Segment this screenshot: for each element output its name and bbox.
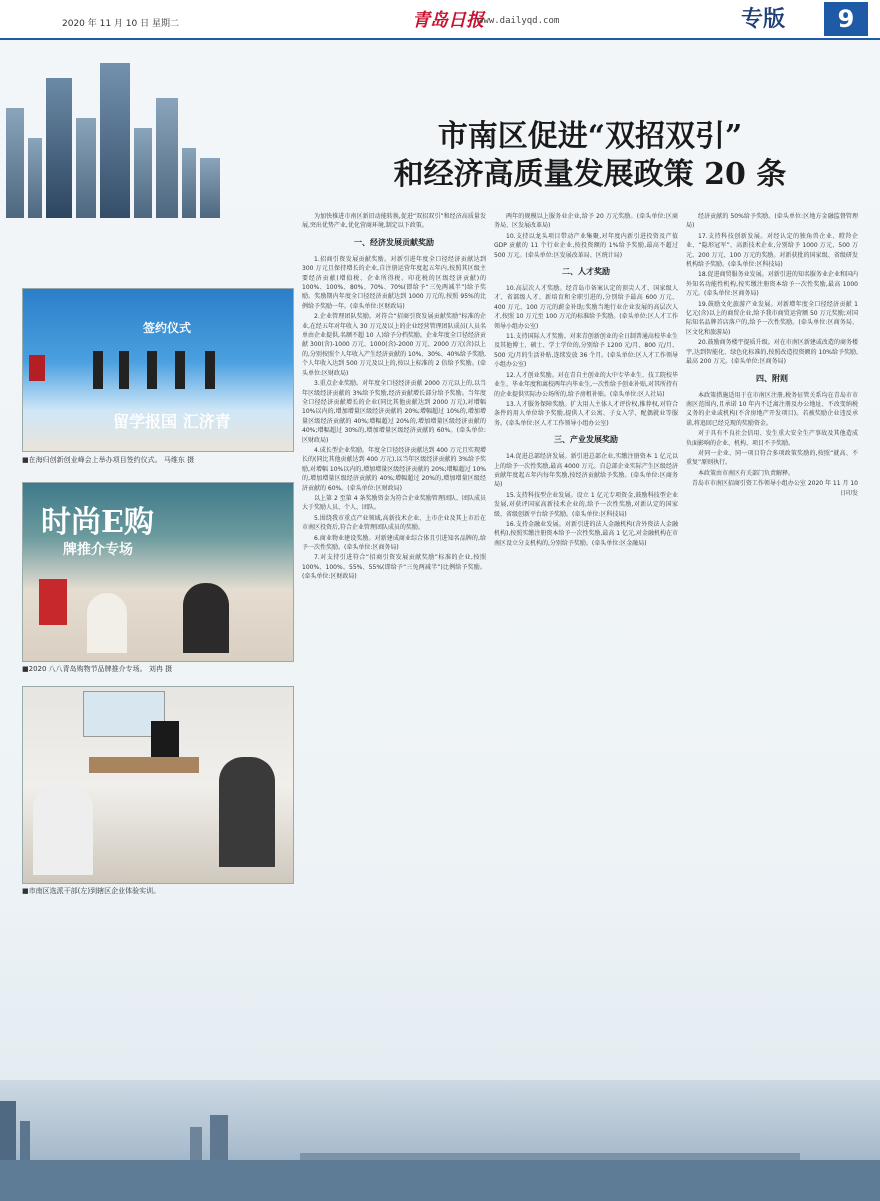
city-skyline-illustration [0,48,240,218]
section-heading-3: 三、产业发展奖励 [554,435,618,445]
headline-line-1: 市南区促进“双招双引” [437,119,743,154]
article-column-3 [686,212,858,1102]
policy-paragraph: 16.支持金融业发展。对新引进的法人金融机构(含外资法人金融机构),按照实缴注册资本给予一次性奖励,最高 1 亿元,对金融机构在市南区设立分支机构的,分别给予奖励。(牵头单位:区金融局) [494,520,678,547]
article-column-1 [302,212,486,1132]
policy-paragraph: 10.支持以龙头项目带动产业集聚,对年度内新引进投资及产值 GDP 贡献的 11 个行业企业,按投资额的 1%给予奖励,最高不超过 500 万元。(牵头单位:区发展改革局、区统计局) [494,232,678,259]
policy-paragraph: 11.支持国际人才奖励。对来青创新创业的全日制普通高校毕业生及其他博士、硕士、学士学位的,分别给予 1200 元/月、800 元/月、500 元/月的生活补贴,连续发放 36 个月。(牵头单位:区人才工作领导小组办公室) [494,333,678,369]
photo-signing-ceremony [22,288,294,452]
policy-paragraph: 5.围绕我市重点产业领域,高新技术企业、上市企业及其上市后在市南区投资后,符合企业管理团队成员的奖励。 [302,514,486,532]
policy-paragraph: 20.鼓励商务楼宇提质升级。对在市南区新建或改造的商务楼宇,达到智能化、绿色化标准的,按照改造投资额的 10%给予奖励,最高 200 万元。(牵头单位:区商务局) [686,339,858,366]
stage-banner-text: 留学报国 汇济青 [113,412,231,431]
policy-paragraph: 本政策措施适用于在市南区注册,税务征管关系均在青岛市市南区范围内,且承诺 10 年内不迁离注册及办公地址、不改变纳税义务的企业或机构(不含房地产开发项目)。若被奖励企业违反承诺,将追回已经兑现的奖励资金。 [686,391,858,427]
article-column-2 [494,212,678,1142]
section-heading-1: 一、经济发展贡献奖励 [354,237,434,247]
policy-paragraph: 对于具有不良社会信用、发生重大安全生产事故及其他造成负面影响的企业、机构、项目不予奖励。 [686,430,858,447]
photo-enterprise-visit [22,686,294,884]
policy-paragraph: 经济贡献的 50%给予奖励。(牵头单位:区地方金融监督管理局) [686,213,858,230]
policy-paragraph: 2.企业管理团队奖励。对符合“招商引资发展贡献奖励”标准的企业,在经五年对年收入 30 万元及以上的企业经营管理团队成员(人员名单由企业提供,名额不超 10 人)给予分档奖励。企业年度全口径经济贡献 300(含)-1000 万元、1000(含)-2000 万元、2000 万元(含)以上的,分别按照个人年收入产生经济贡献的 10%、30%、40%给予奖励,个人年收入达到 500 万元及以上的,按以上标准的 2 倍给予奖励。(牵头单位:区财政局) [302,313,486,377]
policy-paragraph: 3.重点企业奖励。对年度全口径经济贡献 2000 万元以上的,以当年区级经济贡献的 3%给予奖励,经济贡献增长部分给予奖励。当年度全口径经济贡献增长的企业(同比其他贡献达到 2000 万元),对增幅 10%以内的,增加增量区级经济贡献的 20%;增幅超过 10%的,增加增量区级经济贡献的 40%;增幅超过 20%的,增加增量区级经济贡献的 40%;增幅超过 30%的,增加增量区级经济贡献的 60%。(牵头单位:区财政局) [302,380,486,444]
sea-water [0,1160,880,1201]
policy-paragraph: 6.商业物业建设奖励。对新建成商业综合体且引进知名品牌的,给予一次性奖励。(牵头单位:区商务局) [302,534,486,551]
page-number: 9 [824,2,868,36]
policy-paragraph: 10.高层次人才奖励。经青岛市备案认定的顶尖人才、国家级人才、省部级人才、新培育和全职引进的,分别给予最高 600 万元、400 万元、100 万元的薪金补助;奖励当地行业企业发展的高层次人才,按照 10 万元至 100 万元的标准给予奖励。(牵头单位:区人才工作领导小组办公室) [494,285,678,330]
photo-caption-2: ■2020 八八青岛购物节品牌推介专场。 刘冉 摄 [22,665,173,673]
newspaper-logo: 青岛日报 [412,10,484,31]
photo-caption-1: ■在海归创新创业峰会上举办项目签约仪式。 马维东 摄 [22,456,195,464]
policy-paragraph: 14.促进总部经济发展。新引进总部企业,实缴注册资本 1 亿元以上的给予一次性奖励,最高 4000 万元。自总部企业实际产生区级经济贡献年度起五年内每年奖励,按经济贡献给予奖励。(牵头单位:区商务局) [494,453,678,489]
policy-paragraph: 17.支持科技创新发展。对经认定的独角兽企业、瞪羚企业、“隐形冠军”、高新技术企业,分别给予 1000 万元、500 万元、200 万元、100 万元的奖励。对新获批的国家级、省级研发机构给予奖励。(牵头单位:区科技局) [686,232,858,269]
policy-paragraph: 以上第 2 至第 4 条奖励资金为符合企业奖励管理团队、团队成员大于奖励人员、个人、团队。 [302,494,486,512]
policy-paragraph: 12.人才创业奖励。对在青自主创业的大中专毕业生、技工院校毕业生、毕业年度和离校两年内毕业生,一次性给予创业补贴,对其所持有的企业提供实际办公场所的,给予房租补贴。(牵头单位:区人社局) [494,371,678,398]
main-headline [330,118,850,194]
policy-paragraph: 本政策由市南区有关部门负责解释。 [698,469,795,477]
issue-date: 2020 年 11 月 10 日 星期二 [62,19,179,29]
policy-paragraph: 19.鼓励文化旅游产业发展。对新增年度全口径经济贡献 1 亿元(含)以上的商贸企业,给予我市商贸运营额 50 万元奖励;对国际知名品牌首店落户的,给予一次性奖励。(牵头单位:区商务局、区文化和旅游局) [686,300,858,336]
policy-paragraph: 对同一企业、同一项目符合多项政策奖励的,按照“就高、不重复”原则执行。 [686,449,858,467]
policy-paragraph: 4.成长型企业奖励。年度全口径经济贡献达到 400 万元且实现增长的(同比其他贡献达到 400 万元),以当年区级经济贡献的 3%给予奖励,对增幅 10%以内的,增加增量区级经济贡献的 20%;增幅超过 10%的,增加增量区级经济贡献的 40%;增幅超过 20%的,增加增量区级经济贡献的 60%。(牵头单位:区财政局) [302,446,486,492]
section-label: 专版 [735,4,791,34]
page-header [0,0,880,40]
policy-paragraph: 13.人才服务保障奖励。扩大用人主体人才评价权,推荐权,对符合条件的用人单位给予奖励,提供人才公寓、子女入学、配偶就业等服务。(牵头单位:区人才工作领导小组办公室) [494,400,678,427]
stage-screen-text: 签约仪式 [143,321,192,335]
policy-paragraph: 1.招商引资发展贡献奖励。对新引进年度全口径经济贡献达到 300 万元且保持增长的企业,自注册运营年度起五年内,按照其区级主要经济贡献(增值税、企业所得税、印花税的区级经济贡献)的 100%、100%、80%、70%、70%(即给予“三免两减半”)给予奖励。奖励期内年度全口径经济贡献达到 1000 万元的,按照 95%的比例给予奖励一年。(牵头单位:区财政局) [302,255,486,310]
headline-line-2: 和经济高质量发展政策 20 条 [393,157,787,192]
section-heading-2: 二、人才奖励 [562,267,610,277]
policy-paragraph: 两年的规模以上服务业企业,给予 20 万元奖励。(牵头单位:区商务局、区发展改革局) [494,213,678,230]
policy-paragraph: 15.支持科技型企业发展。设立 1 亿元专项资金,鼓励科技型企业发展,对获评国家高新技术企业的,给予一次性奖励,对新认定的国家级、省级创新平台给予奖励。(牵头单位:区科技局) [494,491,678,518]
photo-caption-3: ■市南区选派干部(左)到辖区企业体验实训。 [22,887,161,895]
policy-paragraph: 7.对支持引进符合“招商引资发展贡献奖励”标准的企业,按照 100%、100%、55%、55%(即给予“三免两减半”)比例给予奖励。(牵头单位:区财政局) [302,554,486,581]
photo-shopping-festival [22,482,294,662]
newspaper-url[interactable]: www.dailyqd.com [478,16,560,26]
section-heading-4: 四、附则 [756,373,788,383]
article-intro: 为加快推进市南区新旧动能转换,促进“双招双引”和经济高质量发展,突出优势产业,优化营商环境,制定以下政策。 [302,213,486,230]
issuer-line: 青岛市市南区招商引资工作领导小组办公室 2020 年 11 月 10 日印发 [691,480,858,497]
festival-sign-sub: 牌推介专场 [63,542,133,558]
festival-sign-text: 时尚E购 [41,505,154,540]
policy-paragraph: 18.促进商贸服务业发展。对新引进的知名服务业企业和国内外知名功能性机构,按实缴注册资本给予一次性奖励,最高 1000 万元。(牵头单位:区商务局) [686,271,858,298]
